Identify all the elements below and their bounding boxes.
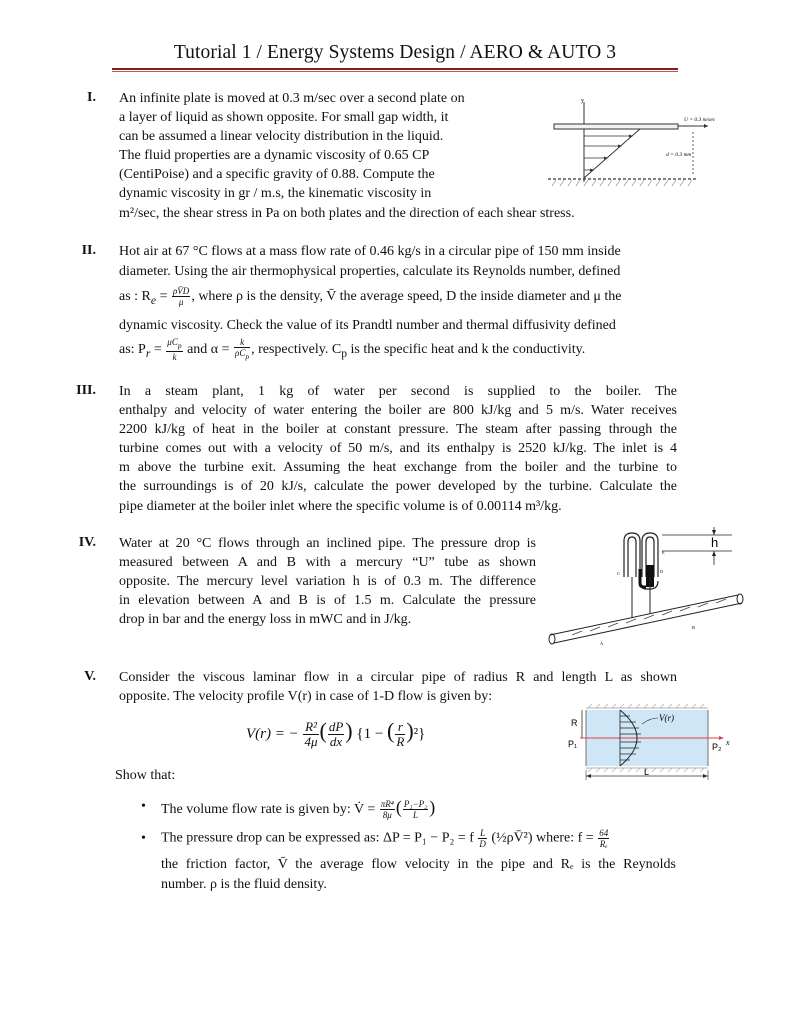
- flow-rate-f2-den: L: [413, 810, 419, 821]
- prandtl-description: , respectively. C: [251, 341, 342, 357]
- equation-f1-num: R²: [305, 719, 317, 735]
- prandtl-fraction: [166, 337, 182, 362]
- u-tube-outer-left: [624, 533, 640, 577]
- point-label-c: C: [617, 571, 621, 576]
- pressure-drop-cont-2: number. ρ is the fluid density.: [161, 877, 327, 892]
- flow-rate-fraction-2: [403, 799, 428, 820]
- problem-2-line: diameter. Using the air thermophysical properties, calculate its Reynolds number, defined: [119, 264, 621, 279]
- equation-fraction-r2-4mu: [303, 720, 318, 749]
- reynolds-denominator: μ: [178, 297, 184, 308]
- diffusivity-fraction: [234, 337, 250, 362]
- h-label: h: [711, 535, 719, 550]
- bullet-dot: •: [141, 831, 146, 846]
- problem-1-line: a layer of liquid as shown opposite. For small gap width, it: [119, 110, 449, 126]
- equation-f3-num: r: [395, 720, 405, 735]
- gap-label: d = 0.3 mm: [666, 152, 692, 158]
- problem-3-text: [119, 382, 677, 516]
- problem-2-text: [119, 242, 677, 367]
- cp-sub: p: [341, 346, 348, 360]
- problem-2-line-prandtl: [119, 337, 677, 367]
- reynolds-sub: e: [150, 293, 157, 307]
- diffusivity-denominator-text: ρC: [235, 348, 246, 359]
- problem-4-line: Water at 20 °C flows through an inclined pipe. The pressure drop is: [119, 536, 536, 551]
- problem-4-line: in elevation between A and B is of 1.5 m. Calculate the pressure: [119, 593, 536, 609]
- pressure-drop-mid: (½ρV̄²) where: f =: [487, 830, 598, 846]
- bullet-pressure-drop-continuation: [161, 855, 676, 895]
- prandtl-numerator: [166, 337, 182, 352]
- flow-rate-f1-den: 8μ: [382, 810, 392, 821]
- problem-5-line: opposite. The velocity profile V(r) in case of 1-D flow is given by:: [119, 689, 493, 705]
- equation-rhs-pre: {1 −: [356, 726, 388, 742]
- pressure-drop-fraction-l-d: [478, 828, 487, 849]
- equation-f1-den: 4μ: [304, 734, 318, 750]
- problem-3-line: enthalpy and velocity of water entering the boiler are 800 kJ/kg and 5 m/s. Water receives: [119, 403, 677, 419]
- problem-1-last-line: m²/sec, the shear stress in Pa on both plates and the direction of each shear stress.: [119, 206, 575, 221]
- reynolds-numerator: ρV̄D: [172, 286, 190, 297]
- prandtl-equals: =: [150, 341, 166, 357]
- diffusivity-prefix: and α =: [183, 341, 234, 357]
- point-label-e: E: [662, 550, 665, 555]
- problem-number-4: IV.: [78, 535, 96, 550]
- problem-2-line: dynamic viscosity. Check the value of its Prandtl number and thermal diffusivity defined: [119, 317, 616, 333]
- velocity-profile-label: V(r): [659, 713, 674, 723]
- problem-1-line: An infinite plate is moved at 0.3 m/sec over a second plate on: [119, 91, 465, 106]
- problem-3-line: In a steam plant, 1 kg of water per second is supplied to the boiler. The: [119, 384, 677, 399]
- problem-1-line: dynamic viscosity in gr / m.s, the kinematic viscosity in: [119, 186, 432, 202]
- point-label-d: D: [660, 569, 664, 574]
- problem-number-5: V.: [84, 669, 96, 684]
- title-underline-thin: [112, 71, 678, 72]
- moving-plate: [554, 124, 678, 129]
- y-axis-label: y: [581, 98, 584, 104]
- show-that-label: Show that:: [115, 768, 176, 783]
- problem-3-line: 2200 kJ/kg of heat in the boiler at constant pressure. The steam after passing through the: [119, 422, 677, 438]
- diffusivity-denominator-sub: p: [245, 351, 250, 361]
- flow-rate-text: The volume flow rate is given by: V̇ =: [161, 802, 379, 817]
- diffusivity-denominator: [234, 348, 250, 362]
- problem-number-2: II.: [81, 243, 96, 258]
- friction-factor-fraction: [598, 828, 609, 849]
- problem-3-line: turbine comes out with a velocity of 50 m/s, and its enthalpy is 2520 kJ/kg. The inlet is 4: [119, 441, 677, 457]
- problem-3-line: the surroundings is of 20 kJ/s, calculate the power developed by the turbine. Calculate the: [119, 479, 677, 495]
- problem-5-line: Consider the viscous laminar flow in a circular pipe of radius R and length L as shown: [119, 670, 677, 685]
- flow-rate-f1-num: πR⁴: [380, 799, 394, 810]
- reynolds-description: , where ρ is the density, V̄ the average speed, D the inside diameter and μ the: [191, 289, 622, 304]
- flow-rate-f2-num: P₁−P₂: [403, 799, 428, 810]
- problem-1-line: The fluid properties are a dynamic viscosity of 0.65 CP: [119, 148, 430, 164]
- problem-5-text: [119, 668, 677, 706]
- bullet-dot: •: [141, 799, 146, 814]
- p2-label: P₂: [712, 742, 722, 752]
- equation-rhs-post: ²}: [413, 726, 426, 742]
- velocity-label: U = 0.3 m/sec: [684, 117, 716, 123]
- moving-plate-figure: [548, 96, 716, 188]
- equation-fraction-dp-dx: [328, 720, 344, 749]
- problem-1-text: [119, 89, 495, 204]
- problem-2-line: Hot air at 67 °C flows at a mass flow rate of 0.46 kg/s in a circular pipe of 150 mm inside: [119, 244, 621, 259]
- prandtl-prefix: as: P: [119, 341, 146, 357]
- radius-label: R: [571, 718, 578, 728]
- point-label-a: A: [600, 641, 604, 646]
- problem-1-line: can be assumed a linear velocity distribution in the liquid.: [119, 129, 444, 145]
- x-axis-label: x: [726, 738, 730, 747]
- problem-2-line-reynolds: [119, 283, 677, 315]
- prandtl-numerator-sub: p: [177, 340, 182, 350]
- equation-f2-num: dP: [328, 719, 344, 735]
- prandtl-denominator: k: [172, 351, 177, 362]
- diffusivity-numerator: k: [234, 337, 250, 348]
- problem-4-line: measured between A and B with a mercury “U” tube as shown: [119, 555, 536, 571]
- friction-f-den: Rₑ: [599, 839, 608, 849]
- problem-4-line: drop in bar and the energy loss in mWC and in J/kg.: [119, 612, 412, 628]
- bullet-pressure-drop: [161, 828, 676, 849]
- equation-fraction-r-over-r: [395, 720, 405, 749]
- equation-f3-den: R: [396, 734, 405, 750]
- pressure-drop-cont-1: the friction factor, V̄ the average flow velocity in the pipe and Rₑ is the Reynolds: [161, 857, 676, 872]
- p1-label: P₁: [568, 739, 578, 749]
- problem-number-1: I.: [87, 90, 96, 105]
- problem-4-text: [119, 534, 536, 629]
- problem-3-line: m above the turbine exit. Assuming the heat exchange from the boiler and the turbine to: [119, 460, 677, 476]
- pressure-drop-f1-den: D: [479, 839, 486, 849]
- reynolds-equals: =: [156, 289, 171, 304]
- prandtl-description-end: is the specific heat and k the conductivity.: [347, 341, 586, 357]
- reynolds-fraction: [172, 286, 190, 307]
- title-underline: [112, 68, 678, 70]
- friction-f-num: 64: [599, 828, 609, 838]
- equation-lhs: V(r) = −: [246, 726, 299, 742]
- prandtl-sub: r: [145, 346, 151, 360]
- problem-4-line: opposite. The mercury level variation h is of 0.3 m. The difference: [119, 574, 536, 590]
- flow-rate-fraction-1: [380, 799, 395, 820]
- problem-1-line: (CentiPoise) and a specific gravity of 0.88. Compute the: [119, 167, 435, 183]
- problem-3-line: pipe diameter at the boiler inlet where the specific volume is of 0.00114 m³/kg.: [119, 498, 562, 514]
- velocity-profile-equation: V(r) = − $\frac{\text{R²}}{4\mu}$ ( $\frac{dP}{dx}$ ) {1 − ( $\frac{r}{R}$ )²}: [246, 718, 426, 750]
- point-label-b: B: [692, 625, 696, 630]
- length-label: L: [644, 767, 650, 777]
- reynolds-prefix: as : R: [119, 289, 151, 304]
- problem-number-3: III.: [76, 383, 96, 398]
- pressure-drop-text: The pressure drop can be expressed as: ΔP = P₁ − P₂ = f: [161, 830, 478, 846]
- inclined-pipe-figure: [542, 525, 754, 645]
- pressure-drop-f1-num: L: [480, 828, 486, 838]
- laminar-pipe-figure: [566, 704, 738, 784]
- page-title: Tutorial 1 / Energy Systems Design / AERO & AUTO 3: [173, 42, 617, 63]
- pipe-upper-wall: [550, 595, 738, 635]
- prandtl-numerator-text: μC: [167, 337, 178, 348]
- bullet-flow-rate: The volume flow rate is given by: V̇ = $\frac{\text{πR⁴}}{8\mu}$ ( $\frac{\text{P₁−P₂}}{L}$ ): [161, 797, 436, 821]
- pipe-lower-wall: [554, 603, 742, 643]
- equation-f2-den: dx: [329, 734, 343, 750]
